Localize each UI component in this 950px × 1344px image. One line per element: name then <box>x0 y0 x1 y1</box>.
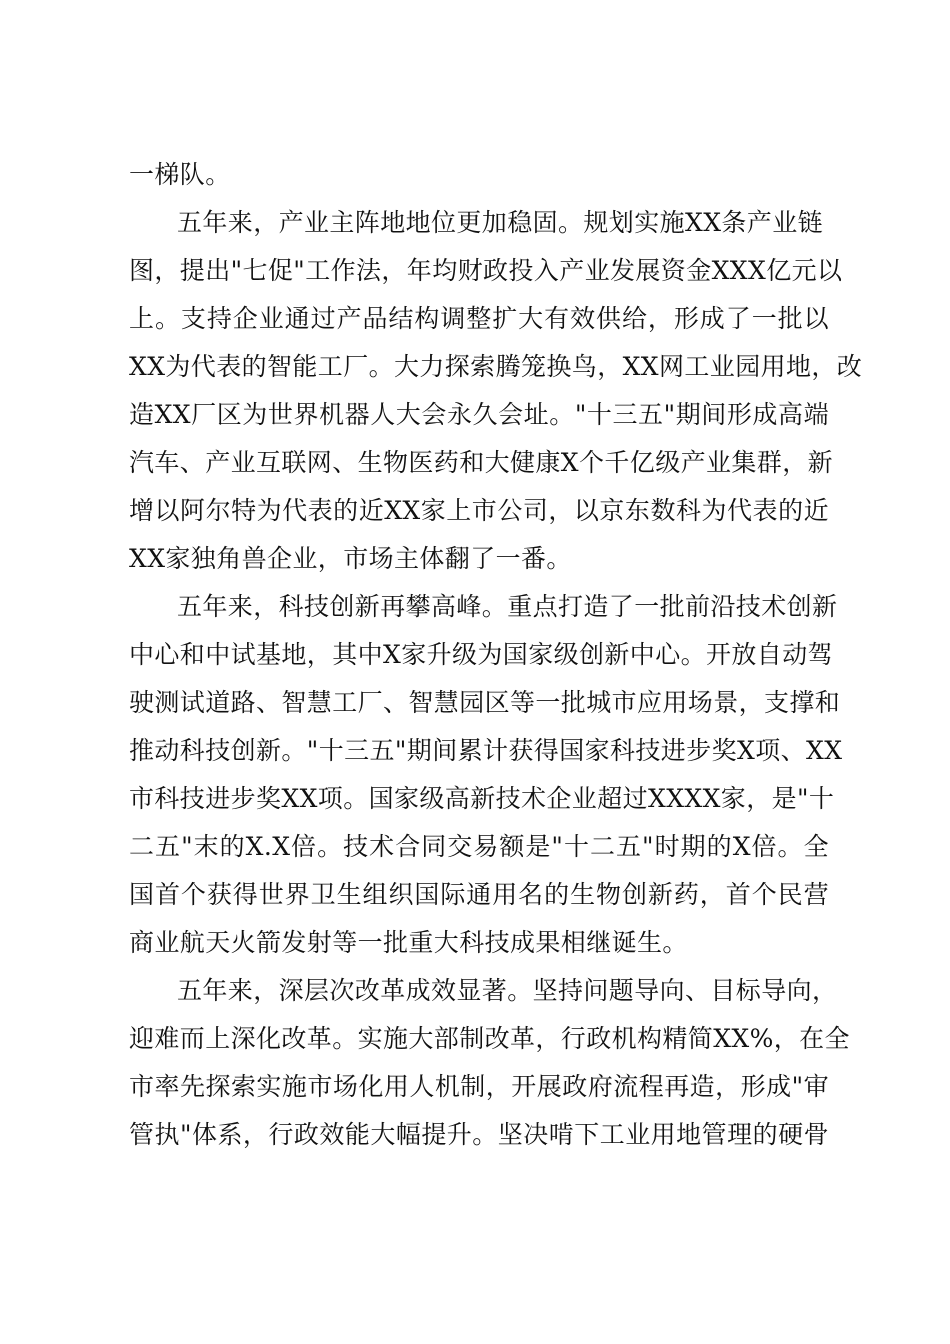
text-line: 二五"末的X.X倍。技术合同交易额是"十二五"时期的X倍。全 <box>129 832 829 861</box>
text-line: 图，提出"七促"工作法，年均财政投入产业发展资金XXX亿元以 <box>129 256 843 285</box>
text-line: 市科技进步奖XX项。国家级高新技术企业超过XXXX家，是"十 <box>129 784 835 813</box>
text-line: 一梯队。 <box>129 160 231 189</box>
paragraph-first-line: 五年来，产业主阵地地位更加稳固。规划实施XX条产业链 <box>177 208 823 237</box>
text-line: 汽车、产业互联网、生物医药和大健康X个千亿级产业集群，新 <box>129 448 834 477</box>
text-line: 市率先探索实施市场化用人机制，开展政府流程再造，形成"审 <box>129 1072 829 1101</box>
text-line: 商业航天火箭发射等一批重大科技成果相继诞生。 <box>129 928 688 957</box>
text-line: 造XX厂区为世界机器人大会永久会址。"十三五"期间形成高端 <box>129 400 829 429</box>
text-line: 推动科技创新。"十三五"期间累计获得国家科技进步奖X项、XX <box>129 736 843 765</box>
paragraph-first-line: 五年来，深层次改革成效显著。坚持问题导向、目标导向， <box>177 976 838 1005</box>
text-line: 管执"体系，行政效能大幅提升。坚决啃下工业用地管理的硬骨 <box>129 1120 829 1149</box>
paragraph-first-line: 五年来，科技创新再攀高峰。重点打造了一批前沿技术创新 <box>177 592 838 621</box>
text-line: 增以阿尔特为代表的近XX家上市公司，以京东数科为代表的近 <box>129 496 829 525</box>
text-line: 中心和中试基地，其中X家升级为国家级创新中心。开放自动驾 <box>129 640 834 669</box>
text-line: 上。支持企业通过产品结构调整扩大有效供给，形成了一批以 <box>129 304 829 333</box>
text-line: 驶测试道路、智慧工厂、智慧园区等一批城市应用场景，支撑和 <box>129 688 841 717</box>
text-line: 迎难而上深化改革。实施大部制改革，行政机构精简XX%，在全 <box>129 1024 850 1053</box>
text-line: XX为代表的智能工厂。大力探索腾笼换鸟，XX网工业园用地，改 <box>129 352 863 381</box>
text-line: XX家独角兽企业，市场主体翻了一番。 <box>129 544 572 573</box>
text-line: 国首个获得世界卫生组织国际通用名的生物创新药，首个民营 <box>129 880 829 909</box>
